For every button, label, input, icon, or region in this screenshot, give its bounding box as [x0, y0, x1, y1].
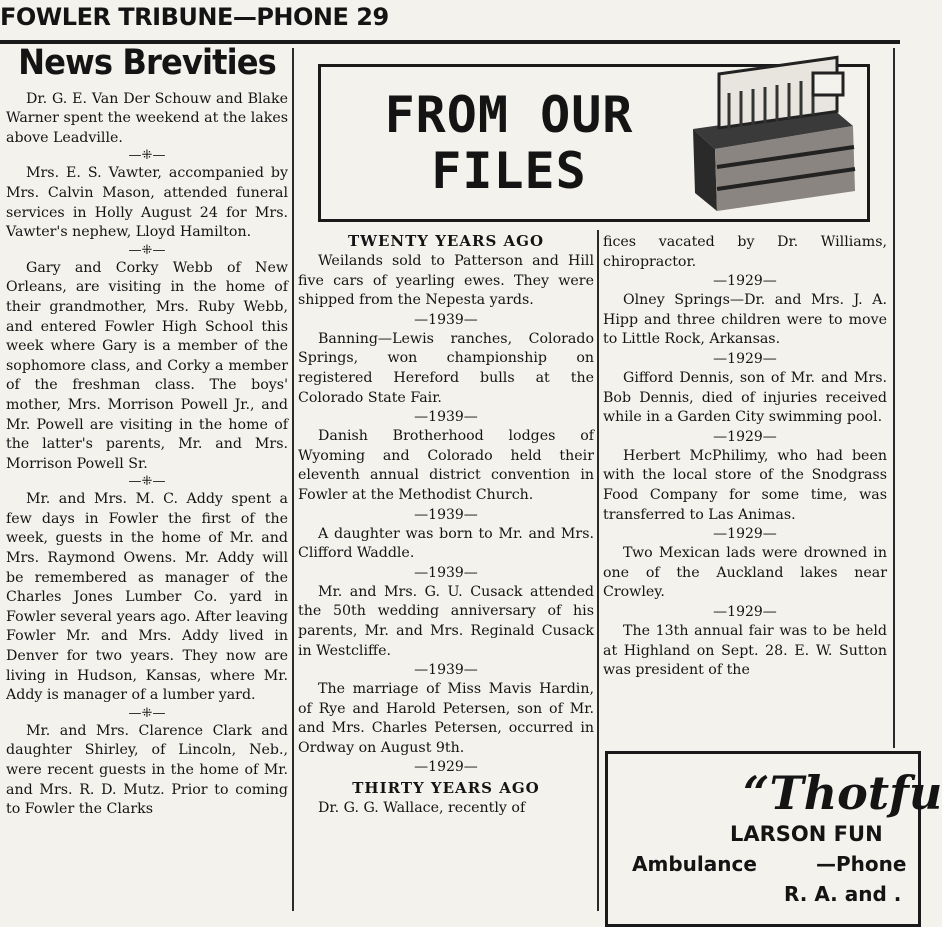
files-entry: Herbert McPhilimy, who had been with the local store of the Snodgrass Food Company for some time, was transferred to Las Animas.: [603, 447, 887, 523]
masthead: [0, 0, 900, 44]
year-divider: —1929—: [713, 603, 777, 620]
column-rule-2: [597, 230, 599, 911]
news-column: [6, 43, 288, 820]
files-column-1-body: [298, 252, 594, 777]
news-heading: News Brevities: [18, 43, 276, 83]
news-item: Mr. and Mrs. M. C. Addy spent a few days in Fowler the first of the week, guests in the home of Mr. and Mrs. Raymond Owens. Mr. Addy will be remembered as manager of the Charles Jones Lumber Co. yard in Fowler several years ago. After leaving Fowler Mr. and Mrs. Addy lived in Denver for two years. They now are living in Hudson, Kansas, where Mr. Addy is manager of a lumber yard.: [6, 491, 288, 704]
ornament: —⁜—: [128, 148, 166, 164]
ad-ambulance: Ambulance: [632, 852, 757, 876]
files-entry: Banning—Lewis ranches, Colorado Springs, won championship on registered Hereford bulls at the Colorado State Fair.: [298, 330, 594, 406]
year-divider: —1939—: [414, 564, 478, 581]
files-entry: Gifford Dennis, son of Mr. and Mrs. Bob Dennis, died of injuries received while in a Garden City swimming pool.: [603, 369, 887, 426]
files-entry: fices vacated by Dr. Williams, chiropractor.: [603, 234, 887, 270]
year-divider: —1939—: [414, 506, 478, 523]
file-cabinet-icon: [683, 71, 861, 213]
section-heading: THIRTY YEARS AGO: [352, 779, 540, 798]
files-entry: The 13th annual fair was to be held at Highland on Sept. 28. E. W. Sutton was president of the: [603, 622, 887, 679]
ad-phone: —Phone: [816, 852, 907, 876]
ad-names: R. A. and .: [784, 882, 902, 906]
year-divider: —1939—: [414, 311, 478, 328]
year-divider: —1929—: [713, 350, 777, 367]
ornament: —⁜—: [128, 242, 166, 258]
year-divider: —1929—: [414, 759, 478, 776]
page-edge: [893, 48, 902, 748]
files-heading-line2: FILES: [431, 142, 587, 200]
files-column-1: [298, 230, 594, 818]
year-divider: —1939—: [414, 662, 478, 679]
files-entry: A daughter was born to Mr. and Mrs. Clifford Waddle.: [298, 525, 594, 562]
files-column-2: [603, 233, 887, 681]
year-divider: —1929—: [713, 273, 777, 290]
files-entry: Olney Springs—Dr. and Mrs. J. A. Hipp and three children were to move to Little Rock, Arkansas.: [603, 292, 887, 348]
files-entry: Two Mexican lads were drowned in one of the Auckland lakes near Crowley.: [603, 545, 887, 601]
advertisement: [605, 751, 942, 927]
masthead-title: FOWLER TRIBUNE—PHONE 29: [0, 3, 389, 31]
year-divider: —1929—: [713, 428, 777, 445]
files-heading: [369, 87, 649, 199]
year-divider: —1939—: [414, 409, 478, 426]
files-entry: Weilands sold to Patterson and Hill five cars of yearling ewes. They were shipped from the Nepesta yards.: [298, 253, 594, 309]
files-entry: The marriage of Miss Mavis Hardin, of Rye and Harold Petersen, son of Mr. and Mrs. Charles Petersen, occurred in Ordway on August 9th.: [298, 681, 594, 756]
news-item: Dr. G. E. Van Der Schouw and Blake Warner spent the weekend at the lakes above Leadville.: [6, 90, 288, 146]
ad-brand: “Thotfu: [743, 766, 942, 820]
news-item: Mr. and Mrs. Clarence Clark and daughter Shirley, of Lincoln, Neb., were recent guests in the home of Mr. and Mrs. R. D. Mutz. Prior to coming to Fowler the Clarks: [6, 722, 288, 818]
files-column-2-body: [603, 233, 887, 681]
column-rule-1: [292, 48, 294, 911]
files-entry: Danish Brotherhood lodges of Wyoming and Colorado held their eleventh annual district convention in Fowler at the Methodist Church.: [298, 428, 594, 503]
from-our-files-banner: [318, 64, 870, 222]
ad-company: LARSON FUN: [730, 822, 883, 846]
files-heading-line1: FROM OUR: [384, 86, 634, 144]
files-entry: Dr. G. G. Wallace, recently of: [318, 800, 526, 817]
section-heading: TWENTY YEARS AGO: [347, 232, 545, 250]
ornament: —⁜—: [128, 705, 166, 721]
news-item: Gary and Corky Webb of New Orleans, are visiting in the home of their grandmother, Mrs. Ruby Webb, and entered Fowler High School this week where Gary is a member of the sophomore class, and Corky a member of the freshman class. The boys' mother, Mrs. Morrison Powell Jr., and Mr. Powell are visiting in the home of the latter's parents, Mr. and Mrs. Morrison Powell Sr.: [6, 259, 288, 472]
year-divider: —1929—: [713, 526, 777, 543]
ornament: —⁜—: [128, 474, 166, 490]
files-entry: Mr. and Mrs. G. U. Cusack attended the 50th wedding anniversary of his parents, Mr. and Mrs. Reginald Cusack in Westcliffe.: [298, 583, 594, 659]
news-item: Mrs. E. S. Vawter, accompanied by Mrs. Calvin Mason, attended funeral services in Holly August 24 for Mrs. Vawter's nephew, Lloyd Hamilton.: [6, 165, 288, 241]
